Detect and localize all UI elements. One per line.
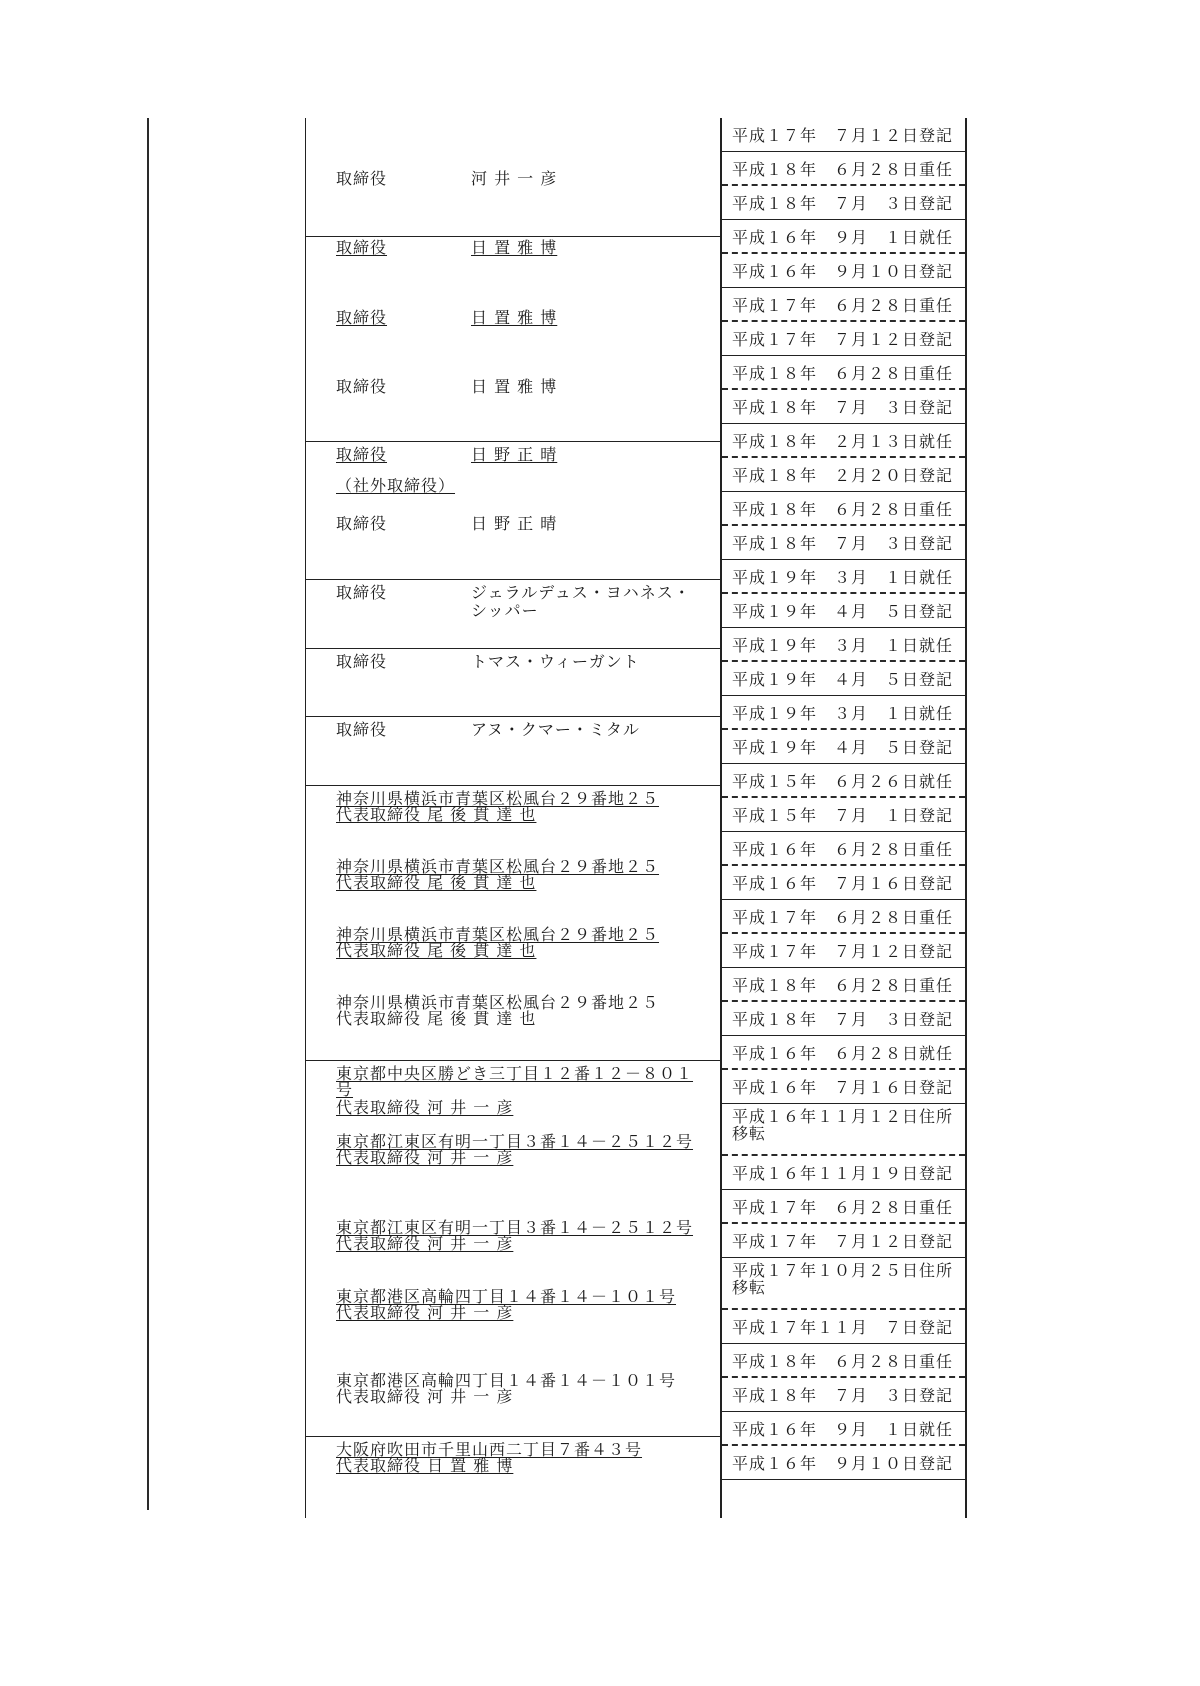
officer-text: シッパー bbox=[471, 601, 539, 620]
date-text: 平成１９年 ３月 １日就任 bbox=[732, 704, 954, 723]
date-cell bbox=[722, 1190, 965, 1224]
officer-text: 代表取締役 日 置 雅 博 bbox=[336, 1456, 514, 1475]
date-text: 平成１７年 ６月２８日重任 bbox=[732, 908, 954, 927]
date-cell bbox=[722, 118, 965, 152]
date-text: 平成１９年 ４月 ５日登記 bbox=[732, 602, 954, 621]
date-cell bbox=[722, 1258, 965, 1310]
date-text: 平成１８年 ２月２０日登記 bbox=[732, 466, 954, 485]
officer-column bbox=[305, 118, 721, 1518]
officer-text: 神奈川県横浜市青葉区松風台２９番地２５ bbox=[336, 993, 660, 1012]
date-text: 平成１７年 ７月１２日登記 bbox=[732, 1232, 954, 1251]
officer-text: 日 置 雅 博 bbox=[471, 238, 558, 257]
officer-text: トマス・ウィーガント bbox=[471, 652, 640, 671]
date-cell bbox=[722, 1378, 965, 1412]
officer-text: 代表取締役 河 井 一 彦 bbox=[336, 1387, 514, 1406]
date-text: 平成１８年 ７月 ３日登記 bbox=[732, 1386, 954, 1405]
date-cell bbox=[722, 900, 965, 934]
date-text: 平成１６年 ７月１６日登記 bbox=[732, 874, 954, 893]
date-cell bbox=[722, 356, 965, 390]
row-separator bbox=[306, 1436, 721, 1437]
officer-text: 日 野 正 晴 bbox=[471, 514, 558, 533]
date-text: 平成１８年 ６月２８日重任 bbox=[732, 500, 954, 519]
date-text: 平成１９年 ４月 ５日登記 bbox=[732, 738, 954, 757]
date-cell bbox=[722, 934, 965, 968]
date-text: 平成１６年 ９月 １日就任 bbox=[732, 228, 954, 247]
date-cell bbox=[722, 1070, 965, 1104]
date-text: 平成１６年 ９月１０日登記 bbox=[732, 262, 954, 281]
date-cell bbox=[722, 186, 965, 220]
date-cell bbox=[722, 1344, 965, 1378]
date-cell bbox=[722, 390, 965, 424]
date-cell bbox=[722, 1446, 965, 1480]
date-column bbox=[720, 118, 967, 1518]
officer-text: 神奈川県横浜市青葉区松風台２９番地２５ bbox=[336, 857, 660, 876]
officer-text: 代表取締役 尾 後 貫 達 也 bbox=[336, 873, 537, 892]
officer-text: 東京都江東区有明一丁目３番１４－２５１２号 bbox=[336, 1132, 694, 1151]
date-cell bbox=[722, 322, 965, 356]
date-text: 平成１９年 ３月 １日就任 bbox=[732, 568, 954, 587]
officer-text: 代表取締役 河 井 一 彦 bbox=[336, 1303, 514, 1322]
officer-text: 代表取締役 尾 後 貫 達 也 bbox=[336, 1009, 537, 1028]
date-cell bbox=[722, 526, 965, 560]
date-text: 平成１８年 ７月 ３日登記 bbox=[732, 194, 954, 213]
date-text: 平成１６年 ６月２８日重任 bbox=[732, 840, 954, 859]
date-cell bbox=[722, 458, 965, 492]
date-text: 平成１６年 ６月２８日就任 bbox=[732, 1044, 954, 1063]
date-cell bbox=[722, 662, 965, 696]
officer-text: 日 置 雅 博 bbox=[471, 377, 558, 396]
officer-text: 取締役 bbox=[336, 720, 388, 739]
officer-text: 東京都港区高輪四丁目１４番１４－１０１号 bbox=[336, 1287, 677, 1306]
officer-text: 東京都港区高輪四丁目１４番１４－１０１号 bbox=[336, 1371, 677, 1390]
officer-text: 日 野 正 晴 bbox=[471, 445, 558, 464]
date-cell bbox=[722, 866, 965, 900]
date-cell bbox=[722, 968, 965, 1002]
date-cell bbox=[722, 220, 965, 254]
date-cell bbox=[722, 1412, 965, 1446]
officer-text: 代表取締役 尾 後 貫 達 也 bbox=[336, 805, 537, 824]
date-cell bbox=[722, 560, 965, 594]
officer-text: 代表取締役 河 井 一 彦 bbox=[336, 1234, 514, 1253]
officer-text: アヌ・クマー・ミタル bbox=[471, 720, 640, 739]
date-cell bbox=[722, 152, 965, 186]
row-separator bbox=[306, 648, 721, 649]
officer-text: 神奈川県横浜市青葉区松風台２９番地２５ bbox=[336, 925, 660, 944]
date-text: 平成１６年 ９月１０日登記 bbox=[732, 1454, 954, 1473]
date-text: 平成１８年 ６月２８日重任 bbox=[732, 364, 954, 383]
date-cell bbox=[722, 254, 965, 288]
date-cell bbox=[722, 492, 965, 526]
scan-margin-line bbox=[147, 118, 149, 1510]
date-text: 平成１７年 ７月１２日登記 bbox=[732, 942, 954, 961]
officer-text: 河 井 一 彦 bbox=[471, 169, 558, 188]
date-cell bbox=[722, 764, 965, 798]
officer-text: （社外取締役） bbox=[336, 476, 456, 495]
date-cell bbox=[722, 696, 965, 730]
row-separator bbox=[306, 236, 721, 237]
date-cell bbox=[722, 1036, 965, 1070]
row-separator bbox=[306, 579, 721, 580]
officer-text: 大阪府吹田市千里山西二丁目７番４３号 bbox=[336, 1440, 643, 1459]
officer-text: 神奈川県横浜市青葉区松風台２９番地２５ bbox=[336, 789, 660, 808]
date-cell bbox=[722, 1156, 965, 1190]
officer-text: 取締役 bbox=[336, 238, 388, 257]
date-text: 平成１８年 ７月 ３日登記 bbox=[732, 1010, 954, 1029]
date-text: 平成１８年 ６月２８日重任 bbox=[732, 160, 954, 179]
date-text: 平成１５年 ７月 １日登記 bbox=[732, 806, 954, 825]
date-cell bbox=[722, 1224, 965, 1258]
date-cell bbox=[722, 628, 965, 662]
row-separator bbox=[306, 1060, 721, 1061]
date-text: 平成１８年 ２月１３日就任 bbox=[732, 432, 954, 451]
date-cell bbox=[722, 594, 965, 628]
officer-text: 取締役 bbox=[336, 583, 388, 602]
date-cell bbox=[722, 424, 965, 458]
date-text: 平成１７年１０月２５日住所移転 bbox=[732, 1261, 954, 1297]
date-text: 平成１７年 ７月１２日登記 bbox=[732, 330, 954, 349]
date-text: 平成１６年１１月１９日登記 bbox=[732, 1164, 954, 1183]
officer-text: 東京都中央区勝どき三丁目１２番１２－８０１ bbox=[336, 1064, 694, 1083]
officer-text: 取締役 bbox=[336, 308, 388, 327]
date-text: 平成１８年 ７月 ３日登記 bbox=[732, 398, 954, 417]
officer-text: 号 bbox=[336, 1080, 354, 1099]
row-separator bbox=[306, 785, 721, 786]
officer-text: 取締役 bbox=[336, 445, 388, 464]
officer-text: ジェラルデュス・ヨハネス・ bbox=[471, 583, 691, 602]
date-text: 平成１５年 ６月２６日就任 bbox=[732, 772, 954, 791]
officer-text: 取締役 bbox=[336, 169, 388, 188]
date-text: 平成１９年 ３月 １日就任 bbox=[732, 636, 954, 655]
date-text: 平成１８年 ６月２８日重任 bbox=[732, 976, 954, 995]
date-text: 平成１７年 ６月２８日重任 bbox=[732, 1198, 954, 1217]
date-text: 平成１６年 ９月 １日就任 bbox=[732, 1420, 954, 1439]
date-text: 平成１７年１１月 ７日登記 bbox=[732, 1318, 954, 1337]
registration-table bbox=[305, 118, 965, 1518]
officer-text: 代表取締役 河 井 一 彦 bbox=[336, 1098, 514, 1117]
officer-text: 取締役 bbox=[336, 377, 388, 396]
officer-text: 日 置 雅 博 bbox=[471, 308, 558, 327]
officer-text: 東京都江東区有明一丁目３番１４－２５１２号 bbox=[336, 1218, 694, 1237]
officer-text: 代表取締役 尾 後 貫 達 也 bbox=[336, 941, 537, 960]
date-cell bbox=[722, 798, 965, 832]
officer-text: 取締役 bbox=[336, 514, 388, 533]
date-cell bbox=[722, 1104, 965, 1156]
date-text: 平成１６年 ７月１６日登記 bbox=[732, 1078, 954, 1097]
date-text: 平成１８年 ６月２８日重任 bbox=[732, 1352, 954, 1371]
date-cell bbox=[722, 1002, 965, 1036]
date-text: 平成１９年 ４月 ５日登記 bbox=[732, 670, 954, 689]
date-cell bbox=[722, 1310, 965, 1344]
date-cell bbox=[722, 730, 965, 764]
date-text: 平成１６年１１月１２日住所移転 bbox=[732, 1107, 954, 1143]
date-cell bbox=[722, 288, 965, 322]
date-text: 平成１８年 ７月 ３日登記 bbox=[732, 534, 954, 553]
date-cell bbox=[722, 832, 965, 866]
row-separator bbox=[306, 716, 721, 717]
row-separator bbox=[306, 441, 721, 442]
date-text: 平成１７年 ６月２８日重任 bbox=[732, 296, 954, 315]
date-text: 平成１７年 ７月１２日登記 bbox=[732, 126, 954, 145]
officer-text: 代表取締役 河 井 一 彦 bbox=[336, 1148, 514, 1167]
officer-text: 取締役 bbox=[336, 652, 388, 671]
